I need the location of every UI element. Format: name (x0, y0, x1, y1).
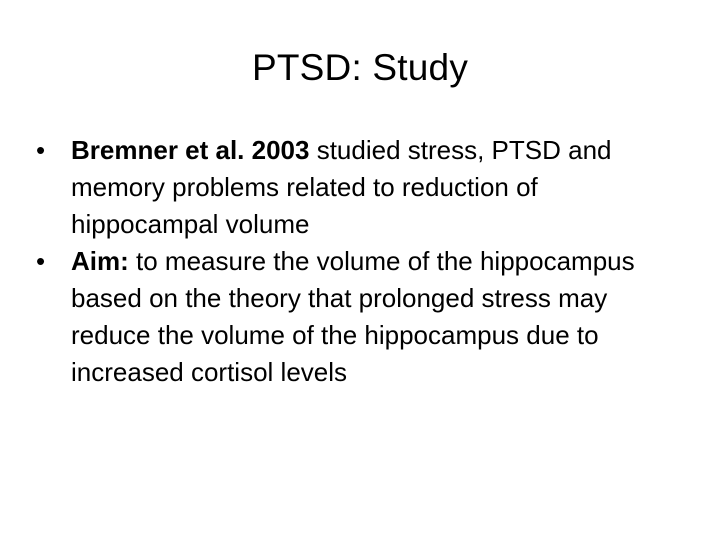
bullet-icon: • (36, 246, 46, 276)
aim-description: to measure the volume of the hippocampus based on the theory that prolonged stress may reduce the volume of the hippocampus due to increased cortisol levels (71, 246, 635, 387)
bullet-item-aim (36, 243, 676, 391)
study-citation: Bremner et al. 2003 (71, 135, 310, 165)
bullet-icon: • (36, 135, 46, 165)
bullet-list (36, 132, 676, 391)
study-description: studied stress, PTSD and memory problems related to reduction of hippocampal volume (71, 135, 612, 239)
aim-label: Aim: (71, 246, 129, 276)
slide-title: PTSD: Study (251, 47, 469, 88)
bullet-item-study (36, 132, 676, 243)
